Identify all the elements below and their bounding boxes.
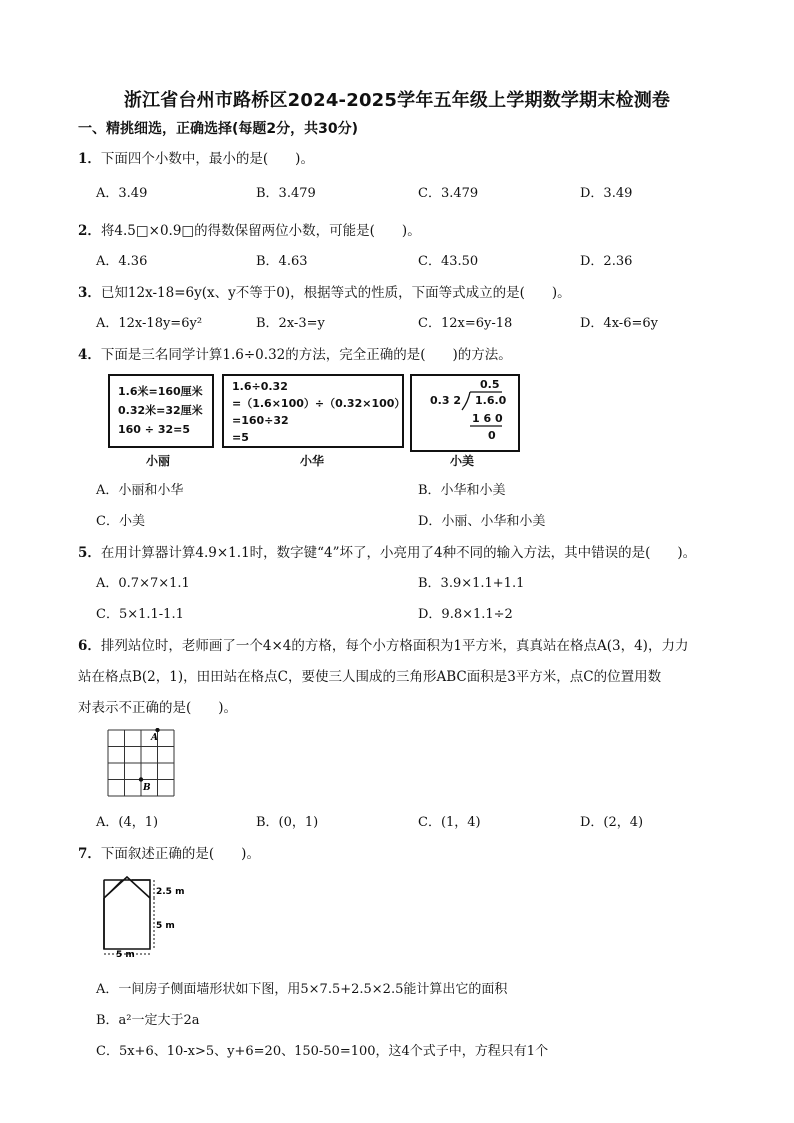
question-6-line-2: 站在格点B(2，1)，田田站在格点C，要使三人围成的三角形ABC面积是3平方米，点C的位置用数 [78, 669, 662, 685]
q2-option-c[interactable]: C．43.50 [418, 254, 479, 269]
point-b-dot [139, 777, 143, 781]
house-wall-diagram [96, 872, 192, 960]
caption-xiaoli: 小丽 [146, 454, 171, 468]
method-line: =160÷32 [232, 414, 289, 427]
dim-wall-height: 5 m [156, 921, 175, 931]
question-number: 5． [78, 545, 101, 561]
question-number: 1． [78, 151, 101, 167]
question-number: 7． [78, 846, 101, 862]
q7-option-b[interactable]: B．a²一定大于2a [96, 1013, 200, 1028]
q7-option-c[interactable]: C．5x+6、10-x>5、y+6=20、150-50=100，这4个式子中，方程只有1个 [96, 1044, 549, 1059]
method-line: 1.6÷0.32 [232, 380, 288, 393]
q3-option-c[interactable]: C．12x=6y-18 [418, 316, 513, 331]
point-a-dot [155, 728, 159, 732]
remainder: 0 [488, 429, 496, 442]
question-3 [78, 281, 571, 301]
question-text: 下面叙述正确的是( )。 [100, 846, 260, 862]
quotient: 0.5 [480, 378, 500, 391]
point-b-label: B [143, 783, 151, 793]
q2-option-d[interactable]: D．2.36 [580, 254, 633, 269]
question-4 [78, 343, 512, 363]
q6-option-a[interactable]: A．(4，1) [96, 815, 159, 830]
q4-option-b[interactable]: B．小华和小美 [418, 483, 506, 498]
q1-option-b[interactable]: B．3.479 [256, 186, 316, 201]
q6-option-b[interactable]: B．(0，1) [256, 815, 319, 830]
q4-option-c[interactable]: C．小美 [96, 514, 145, 529]
question-text: 已知12x-18=6y(x、y不等于0)，根据等式的性质，下面等式成立的是( )。 [100, 285, 571, 301]
question-text: 下面四个小数中，最小的是( )。 [100, 151, 314, 167]
q6-option-c[interactable]: C．(1，4) [418, 815, 481, 830]
q3-option-d[interactable]: D．4x-6=6y [580, 316, 658, 331]
xiaoli-method-box [108, 374, 214, 448]
q4-option-a[interactable]: A．小丽和小华 [96, 483, 184, 498]
question-text: 在用计算器计算4.9×1.1时，数字键“4”坏了，小亮用了4种不同的输入方法，其中错误的是( )。 [100, 545, 697, 561]
dim-roof-height: 2.5 m [156, 887, 185, 897]
divisor: 0.3 2 [430, 394, 461, 407]
q5-option-a[interactable]: A．0.7×7×1.1 [96, 576, 190, 591]
question-2 [78, 219, 421, 239]
xiaohua-method-box [222, 374, 404, 448]
method-line: =（1.6×100）÷（0.32×100） [232, 397, 406, 410]
question-text: 下面是三名同学计算1.6÷0.32的方法，完全正确的是( )的方法。 [100, 347, 512, 363]
method-line: 0.32米=32厘米 [118, 404, 203, 417]
q1-option-a[interactable]: A．3.49 [96, 186, 148, 201]
dividend: 1.6.0 [475, 394, 507, 407]
q4-option-d[interactable]: D．小丽、小华和小美 [418, 514, 546, 529]
method-line: 1.6米=160厘米 [118, 385, 203, 398]
q2-option-b[interactable]: B．4.63 [256, 254, 308, 269]
division-bracket [412, 376, 514, 446]
question-text: 将4.5□×0.9□的得数保留两位小数，可能是( )。 [100, 223, 421, 239]
point-a-label: A [151, 733, 158, 743]
q1-option-c[interactable]: C．3.479 [418, 186, 479, 201]
question-5 [78, 541, 696, 561]
question-1 [78, 147, 314, 167]
caption-xiaohua: 小华 [300, 454, 325, 468]
page-title: 浙江省台州市路桥区2024-2025学年五年级上学期数学期末检测卷 [123, 90, 671, 111]
question-number: 3． [78, 285, 101, 301]
q5-option-d[interactable]: D．9.8×1.1÷2 [418, 607, 513, 622]
method-line: =5 [232, 431, 249, 444]
coordinate-grid [106, 728, 180, 798]
question-6 [78, 634, 688, 654]
question-number: 4． [78, 347, 101, 363]
question-number: 2． [78, 223, 101, 239]
method-line: 160 ÷ 32=5 [118, 423, 191, 436]
q1-option-d[interactable]: D．3.49 [580, 186, 633, 201]
q5-option-b[interactable]: B．3.9×1.1+1.1 [418, 576, 525, 591]
question-number: 6． [78, 638, 101, 654]
q5-option-c[interactable]: C．5×1.1-1.1 [96, 607, 184, 622]
q3-option-a[interactable]: A．12x-18y=6y² [96, 316, 203, 331]
q7-option-a[interactable]: A．一间房子侧面墙形状如下图，用5×7.5+2.5×2.5能计算出它的面积 [96, 982, 508, 997]
dim-wall-width: 5 m [116, 950, 135, 960]
q2-option-a[interactable]: A．4.36 [96, 254, 148, 269]
q6-option-d[interactable]: D．(2，4) [580, 815, 644, 830]
question-7 [78, 842, 260, 862]
product: 1 6 0 [472, 412, 503, 425]
question-6-line-3: 对表示不正确的是( )。 [78, 700, 238, 716]
question-text: 排列站位时，老师画了一个4×4的方格，每个小方格面积为1平方米，真真站在格点A(3，4)，力力 [100, 638, 689, 654]
caption-xiaomei: 小美 [450, 454, 475, 468]
xiaomei-method-box [410, 374, 520, 452]
q3-option-b[interactable]: B．2x-3=y [256, 316, 325, 331]
section-heading: 一、精挑细选，正确选择(每题2分，共30分) [78, 121, 359, 137]
